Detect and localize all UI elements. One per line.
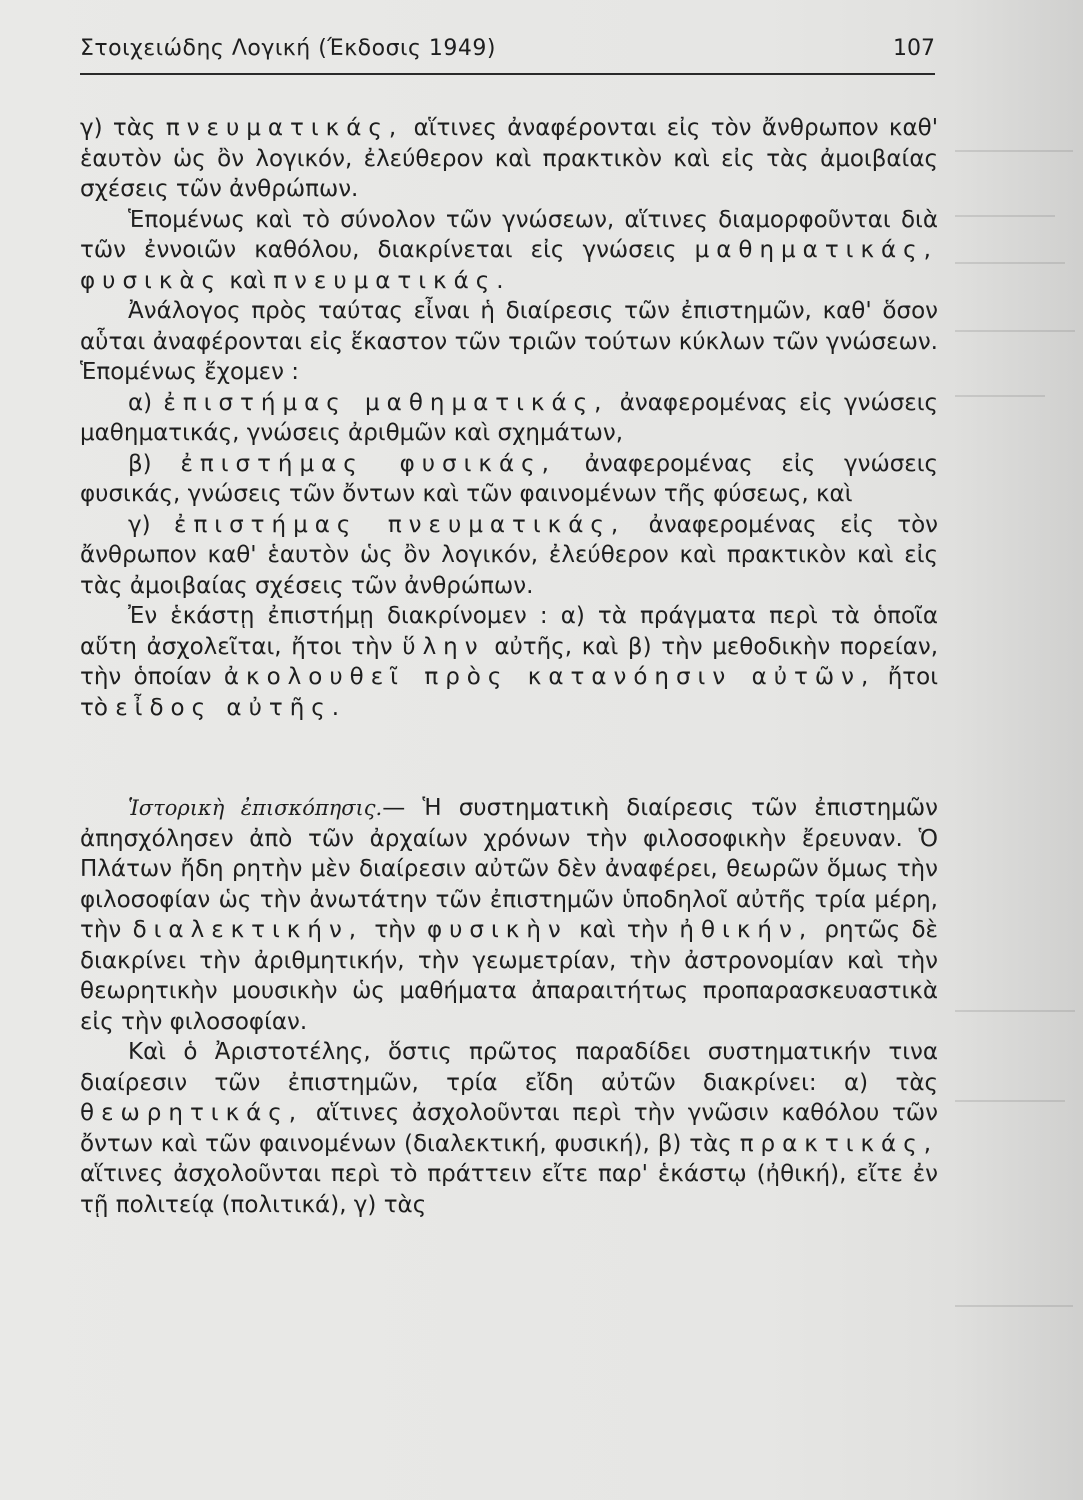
spaced-term: ἠθικήν, [679, 917, 814, 943]
spaced-term: ἐπιστήμας φυσικάς, [180, 450, 556, 477]
spaced-term: ὕλην [402, 633, 485, 660]
header-title: Στοιχειώδης Λογική (Έκδοσις 1949) [80, 36, 496, 61]
text-span: Ἡ συστηματικὴ διαίρεσις τῶν ἐπιστημῶν ἀπησχόλησεν ἀπὸ τῶν ἀρχαίων χρόνων τὴν φιλοσοφικὴν ἔρευναν. Ὁ Πλάτων ἤδη ρητὴν μὲν διαίρεσιν αὐτῶν δὲν ἀναφέρει, θεωρῶν ὅμως τὴν φιλοσοφίαν ὡς τὴν ἀνωτάτην τῶν ἐπιστημῶν ὑποδηλοῖ αὐτῆς τρία μέρη, τὴν [80, 795, 939, 943]
list-marker: β) [128, 450, 152, 477]
text-span: ρητῶς δὲ διακρίνει τὴν ἀριθμητικήν, τὴν γεωμετρίαν, τὴν ἀστρονομίαν καὶ τὴν θεωρητικὴν μουσικὴν ὡς μαθήματα ἀπαραιτήτως προπαρασκευαστικὰ εἰς τὴν φιλοσοφίαν. [80, 917, 938, 1035]
spaced-term: πνευματικάς, [165, 115, 404, 141]
spaced-term: θεωρητικάς, [80, 1100, 304, 1126]
header-rule [80, 73, 935, 75]
text-span: αἵτινες ἀναφέρονται εἰς τὸν ἄνθρωπον καθ' ἑαυτὸν ὡς ὂν λογικόν, ἐλεύθερον καὶ πρακτικὸν καὶ εἰς τὰς ἀμοιβαίας σχέσεις τῶν ἀνθρώπων. [80, 115, 939, 202]
text-span: αἵτινες ἀσχολοῦνται περὶ τὸ πράττειν εἴτε παρ' ἑκάστῳ (ἠθική), εἴτε ἐν τῇ πολιτείᾳ (πολιτικά), γ) τὰς [80, 1161, 938, 1218]
paragraph-3: Ἀνάλογος πρὸς ταύτας εἶναι ἡ διαίρεσις τῶν ἐπιστημῶν, καθ' ὅσον αὗται ἀναφέρονται εἰς ἕκαστον τῶν τριῶν τούτων κύκλων τῶν γνώσεων. Ἑπομένως ἔχομεν : [80, 298, 938, 385]
text-span: αὐτῆς, καὶ β) τὴν μεθοδικὴν πορείαν, τὴν ὁποίαν [80, 633, 939, 690]
spaced-term: πνευματικάς. [273, 267, 511, 294]
spaced-term: ἐπιστήμας μαθηματικάς, [163, 389, 609, 416]
text-span: ἀναφερομένας εἰς γνώσεις μαθηματικάς, γνώσεις ἀριθμῶν καὶ σχημάτων, [80, 389, 939, 446]
paragraph-7 [80, 601, 938, 723]
text-span: Ἐν ἑκάστῃ ἐπιστήμῃ διακρίνομεν : α) τὰ πράγματα περὶ τὰ ὁποῖα αὕτη ἀσχολεῖται, ἤτοι τὴν [80, 603, 938, 660]
text-span: ἀναφερομένας εἰς τὸν ἄνθρωπον καθ' ἑαυτὸν ὡς ὂν λογικόν, ἐλεύθερον καὶ πρακτικὸν καὶ εἰς τὰς ἀμοιβαίας σχέσεις τῶν ἀνθρώπων. [80, 511, 939, 599]
page-body [80, 113, 938, 1220]
text-span: τὴν [374, 917, 416, 943]
paragraph-4 [80, 388, 938, 449]
paragraph-5 [80, 449, 938, 510]
page-number: 107 [893, 36, 935, 61]
text-span: γ) τὰς [80, 115, 156, 141]
text-span: καὶ [229, 267, 266, 294]
list-marker: γ) [128, 511, 151, 538]
spaced-term: πρακτικάς, [739, 1130, 939, 1157]
paragraph-aristotle [80, 1037, 938, 1220]
text-span: ἀναφερομένας εἰς γνώσεις φυσικάς, γνώσεις τῶν ὄντων καὶ τῶν φαινομένων τῆς φύσεως, καὶ [80, 450, 939, 507]
text-span: Καὶ ὁ Ἀριστοτέλης, ὅστις πρῶτος παραδίδει συστηματικήν τινα διαίρεσιν τῶν ἐπιστημῶν, τρία εἴδη αὐτῶν διακρίνει: α) τὰς [80, 1039, 938, 1096]
spaced-term: διαλεκτικήν, [132, 917, 364, 943]
text-span: αἵτινες ἀσχολοῦνται περὶ τὴν γνῶσιν καθόλου τῶν ὄντων καὶ τῶν φαινομένων (διαλεκτική, φυσική), β) τὰς [80, 1100, 938, 1157]
facing-page-bleed [950, 0, 1083, 1500]
text-span: καὶ τὴν [579, 917, 669, 943]
section-gap [80, 723, 938, 793]
spaced-term: μαθηματικάς, φυσικὰς [80, 237, 938, 294]
running-header [80, 36, 935, 76]
spaced-term: ἐπιστήμας πνευματικάς, [174, 511, 626, 538]
paragraph-6 [80, 510, 938, 602]
paragraph-1 [80, 113, 938, 205]
section-heading: Ἱστορικὴ ἐπισκόπησις. [128, 796, 383, 820]
paragraph-historical-overview [80, 793, 938, 1037]
spaced-term: ἀκολουθεῖ πρὸς κατανόησιν αὐτῶν, [223, 664, 876, 690]
em-dash: — [382, 795, 406, 821]
text-span: ἤτοι τὸ [80, 664, 939, 721]
paragraph-2 [80, 205, 938, 297]
list-marker: α) [128, 389, 153, 416]
spaced-term: φυσικὴν [426, 917, 568, 943]
text-span: Ἑπομένως καὶ τὸ σύνολον τῶν γνώσεων, αἵτινες διαμορφοῦνται διὰ τῶν ἐννοιῶν καθόλου, διακρίνεται εἰς γνώσεις [80, 206, 938, 263]
spaced-term: εἶδος αὐτῆς. [115, 694, 347, 721]
